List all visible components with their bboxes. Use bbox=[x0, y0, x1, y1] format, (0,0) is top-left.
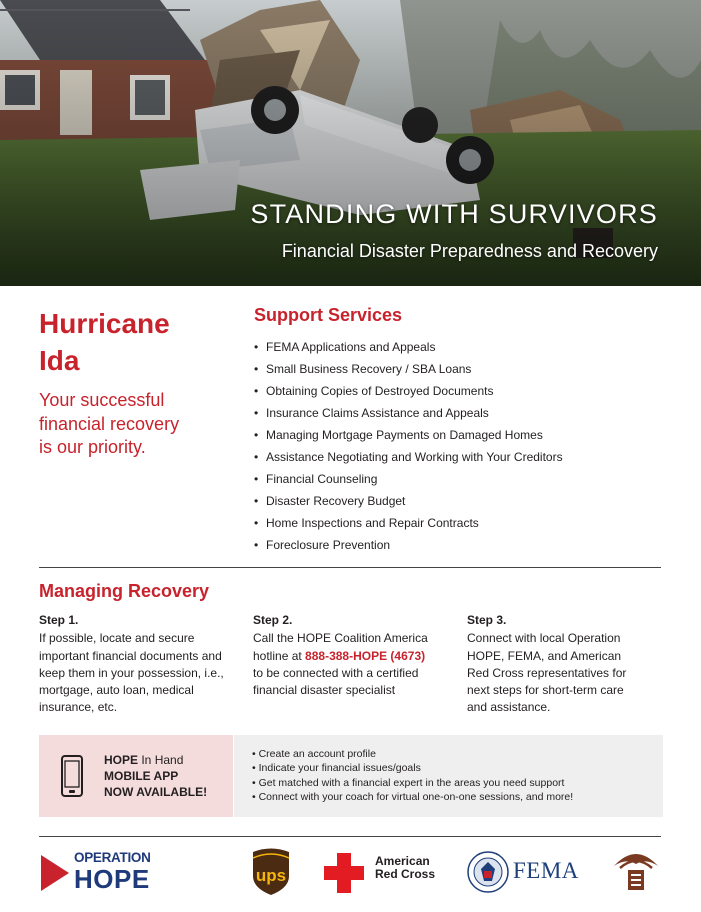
service-item bbox=[254, 468, 563, 490]
app-announcement[interactable] bbox=[104, 752, 207, 800]
service-item-label: Managing Mortgage Payments on Damaged Homes bbox=[266, 428, 543, 442]
section-divider bbox=[39, 567, 661, 568]
service-item bbox=[254, 336, 563, 358]
service-item-label: Insurance Claims Assistance and Appeals bbox=[266, 406, 489, 420]
ups-logo-icon bbox=[250, 846, 292, 896]
bullet-icon: • bbox=[254, 428, 259, 442]
red-cross-logo-line2: Red Cross bbox=[375, 867, 436, 881]
service-item-label: Disaster Recovery Budget bbox=[266, 494, 406, 508]
app-feature-item: • Get matched with a financial expert in the areas you need support bbox=[252, 776, 565, 789]
tagline-line: financial recovery bbox=[39, 413, 180, 434]
service-item bbox=[254, 446, 563, 468]
app-line-3: NOW AVAILABLE! bbox=[104, 785, 208, 799]
service-item bbox=[254, 402, 563, 424]
hero-banner bbox=[0, 0, 701, 286]
bullet-icon: • bbox=[254, 494, 259, 508]
service-item-label: Obtaining Copies of Destroyed Documents bbox=[266, 384, 494, 398]
tagline-line: Your successful bbox=[39, 390, 165, 410]
bullet-icon: • bbox=[254, 472, 259, 486]
managing-recovery-heading: Managing Recovery bbox=[39, 581, 210, 601]
operation-hope-logo-line2: HOPE bbox=[74, 863, 150, 894]
ups-logo-text: ups bbox=[255, 866, 287, 885]
step-1 bbox=[39, 612, 239, 717]
app-feature-list bbox=[252, 747, 573, 804]
service-item bbox=[254, 490, 563, 512]
bullet-icon: • bbox=[254, 516, 259, 530]
service-item-label: Financial Counseling bbox=[266, 472, 378, 486]
service-item-label: Home Inspections and Repair Contracts bbox=[266, 516, 479, 530]
step-3 bbox=[467, 612, 637, 717]
hero-subtitle: Financial Disaster Preparedness and Recovery bbox=[281, 241, 658, 261]
bullet-icon: • bbox=[254, 384, 259, 398]
app-feature-item: • Indicate your financial issues/goals bbox=[252, 762, 421, 775]
service-item-label: FEMA Applications and Appeals bbox=[266, 340, 436, 354]
bullet-icon: • bbox=[254, 450, 259, 464]
service-item bbox=[254, 380, 563, 402]
step-3-label: Step 3. bbox=[467, 613, 507, 627]
red-cross-logo-line1: American bbox=[375, 854, 430, 868]
bullet-icon: • bbox=[254, 340, 259, 354]
fema-logo: FEMA bbox=[513, 858, 579, 883]
bullet-icon: • bbox=[254, 406, 259, 420]
page-title-line: Ida bbox=[39, 345, 80, 376]
step-2-text-after: to be connected with a certified financial disaster specialist bbox=[253, 665, 419, 698]
step-1-text: If possible, locate and secure important financial documents and keep them in your possession, i.e., mortgage, auto loan, medical insurance, etc. bbox=[39, 631, 224, 715]
red-cross-logo bbox=[375, 855, 435, 881]
step-2-label: Step 2. bbox=[253, 613, 293, 627]
operation-hope-logo bbox=[74, 851, 151, 892]
service-item-label: Assistance Negotiating and Working with Your Creditors bbox=[266, 450, 563, 464]
tagline-line: is our priority. bbox=[39, 437, 146, 457]
step-3-text: Connect with local Operation HOPE, FEMA, and American Red Cross representatives for next steps for short-term care and assistance. bbox=[467, 631, 627, 715]
service-item bbox=[254, 424, 563, 446]
hope-coalition-house-icon bbox=[612, 850, 660, 892]
operation-hope-arrow-icon bbox=[41, 855, 69, 891]
app-banner-separator bbox=[233, 735, 234, 817]
bullet-icon: • bbox=[254, 362, 259, 376]
service-item bbox=[254, 358, 563, 380]
hero-title: STANDING WITH SURVIVORS bbox=[250, 199, 658, 229]
app-brand: HOPE bbox=[104, 753, 139, 767]
service-item-label: Small Business Recovery / SBA Loans bbox=[266, 362, 472, 376]
smartphone-icon bbox=[61, 755, 83, 797]
tagline bbox=[39, 389, 239, 460]
page-title-line: Hurricane bbox=[39, 308, 170, 339]
app-line-2: MOBILE APP bbox=[104, 769, 179, 783]
support-services-list bbox=[254, 336, 563, 556]
service-item-label: Foreclosure Prevention bbox=[266, 538, 391, 552]
footer-divider bbox=[39, 836, 661, 837]
step-2-text-before: Call the HOPE Coalition America hotline at bbox=[253, 631, 428, 663]
bullet-icon: • bbox=[254, 538, 259, 552]
service-item bbox=[254, 534, 563, 556]
app-feature-item: • Connect with your coach for virtual one-on-one sessions, and more! bbox=[252, 790, 574, 803]
service-item bbox=[254, 512, 563, 534]
step-1-label: Step 1. bbox=[39, 613, 79, 627]
step-2 bbox=[253, 612, 438, 699]
page-title bbox=[39, 305, 239, 379]
red-cross-icon bbox=[324, 853, 364, 893]
support-services-heading: Support Services bbox=[254, 305, 403, 325]
hotline-number[interactable]: 888-388-HOPE (4673) bbox=[305, 648, 426, 663]
app-brand-suffix: In Hand bbox=[138, 753, 184, 767]
app-name bbox=[104, 752, 207, 768]
dhs-seal-icon bbox=[467, 851, 509, 893]
operation-hope-logo-line1: OPERATION bbox=[74, 850, 151, 865]
app-feature-item: • Create an account profile bbox=[252, 748, 376, 760]
